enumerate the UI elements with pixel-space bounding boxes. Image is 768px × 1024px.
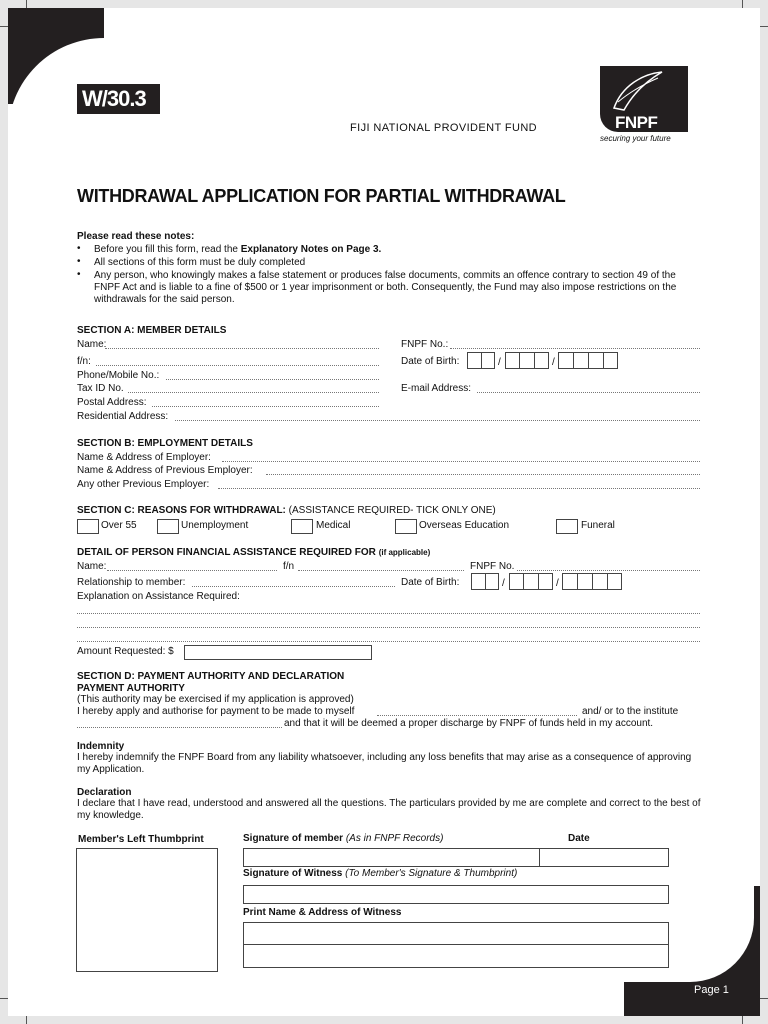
payee-field[interactable]	[377, 715, 577, 716]
dob-month-input[interactable]	[505, 352, 549, 369]
name-field[interactable]	[105, 348, 379, 349]
divider	[523, 573, 524, 590]
date-label: Date	[568, 833, 590, 844]
divider	[592, 573, 593, 590]
note-item: Any person, who knowingly makes a false statement or produces false documents, commits an offence contrary to section 49 of the FNPF Act and is liable to a fine of $500 or 1 year imprisonment or both. Consequently, the Fund may also impose restrictions on the withdrawals for the said person.	[94, 270, 677, 305]
label: Name & Address of Previous Employer:	[77, 465, 253, 476]
witness-name-label: Print Name & Address of Witness	[243, 907, 402, 918]
logo-text: FNPF	[615, 113, 658, 132]
note-item: All sections of this form must be duly completed	[94, 257, 306, 268]
checkbox-over-55[interactable]	[77, 519, 99, 534]
bullet: •	[77, 269, 81, 280]
indemnity-text: I hereby indemnify the FNPF Board from any liability whatsoever, including any loss benefits that may arise as a consequence of approving my Application.	[77, 752, 692, 775]
label: Postal Address:	[77, 397, 147, 408]
explanation-line[interactable]	[77, 627, 700, 628]
witness-address-box[interactable]	[243, 944, 669, 968]
form-title: WITHDRAWAL APPLICATION FOR PARTIAL WITHDRAWAL	[77, 186, 566, 206]
member-signature-box[interactable]	[243, 848, 540, 867]
relationship-field[interactable]	[192, 586, 395, 587]
slash: /	[552, 357, 555, 368]
label: Explanation on Assistance Required:	[77, 591, 240, 602]
label: E-mail Address:	[401, 383, 472, 394]
divider	[534, 352, 535, 369]
label: Date of Birth:	[401, 577, 460, 588]
slash: /	[502, 578, 505, 589]
option-label: Overseas Education	[419, 520, 510, 531]
authority-text: and/ or to the institute	[582, 706, 679, 717]
signature-member-label: Signature of member (As in FNPF Records)	[243, 833, 444, 844]
label: f/n:	[77, 356, 91, 367]
label: Name:	[77, 339, 107, 350]
label: Tax ID No.	[77, 383, 124, 394]
divider	[481, 352, 482, 369]
checkbox-overseas-education[interactable]	[395, 519, 417, 534]
authority-text: and that it will be deemed a proper discharge by FNPF of funds held in my account.	[284, 718, 654, 729]
option-label: Unemployment	[181, 520, 249, 531]
authority-text: I hereby apply and authorise for payment to be made to myself	[77, 706, 355, 717]
declaration-heading: Declaration	[77, 787, 132, 798]
explanation-line[interactable]	[77, 613, 700, 614]
authority-note: (This authority may be exercised if my application is approved)	[77, 694, 354, 705]
label: Date of Birth:	[401, 356, 460, 367]
phone-field[interactable]	[166, 379, 379, 380]
label: Amount Requested: $	[77, 646, 174, 657]
residential-address-field[interactable]	[175, 420, 700, 421]
logo-tagline: securing your future	[600, 134, 671, 143]
divider	[573, 352, 574, 369]
institute-field[interactable]	[77, 727, 282, 728]
label: Name & Address of Employer:	[77, 452, 211, 463]
divider	[519, 352, 520, 369]
slash: /	[556, 578, 559, 589]
divider	[607, 573, 608, 590]
explanation-line[interactable]	[77, 641, 700, 642]
witness-name-box[interactable]	[243, 922, 669, 945]
label: Any other Previous Employer:	[77, 479, 210, 490]
fn-field[interactable]	[96, 365, 379, 366]
amount-input[interactable]	[184, 645, 372, 660]
divider	[603, 352, 604, 369]
page-number: Page 1	[694, 984, 729, 996]
section-b-heading: SECTION B: EMPLOYMENT DETAILS	[77, 438, 253, 449]
label: FNPF No.	[470, 561, 515, 572]
fnpf-no-field[interactable]	[450, 348, 700, 349]
employer-field[interactable]	[222, 461, 700, 462]
section-c-heading: SECTION C: REASONS FOR WITHDRAWAL: (ASSISTANCE REQUIRED- TICK ONLY ONE)	[77, 505, 496, 516]
label: f/n	[283, 561, 295, 572]
bullet: •	[77, 243, 81, 254]
label: FNPF No.:	[401, 339, 449, 350]
person-fn-field[interactable]	[298, 570, 464, 571]
label: Phone/Mobile No.:	[77, 370, 160, 381]
label: Relationship to member:	[77, 577, 186, 588]
divider	[485, 573, 486, 590]
fund-name: FIJI NATIONAL PROVIDENT FUND	[350, 122, 538, 134]
other-employer-field[interactable]	[218, 488, 700, 489]
person-name-field[interactable]	[107, 570, 277, 571]
form-code-badge: W/30.3	[77, 84, 160, 114]
divider	[577, 573, 578, 590]
divider	[588, 352, 589, 369]
section-d-heading: SECTION D: PAYMENT AUTHORITY AND DECLARATION	[77, 671, 345, 682]
payment-authority-heading: PAYMENT AUTHORITY	[77, 683, 185, 694]
notes-heading: Please read these notes:	[77, 231, 195, 242]
previous-employer-field[interactable]	[266, 474, 700, 475]
declaration-text: I declare that I have read, understood and answered all the questions. The particulars provided by me are complete and correct to the best of my knowledge.	[77, 798, 701, 821]
option-label: Medical	[316, 520, 351, 531]
checkbox-funeral[interactable]	[556, 519, 578, 534]
option-label: Funeral	[581, 520, 615, 531]
signature-witness-label: Signature of Witness (To Member's Signature & Thumbprint)	[243, 868, 518, 879]
slash: /	[498, 357, 501, 368]
tax-id-field[interactable]	[128, 392, 379, 393]
email-field[interactable]	[477, 392, 700, 393]
postal-address-field[interactable]	[152, 406, 379, 407]
divider	[538, 573, 539, 590]
thumbprint-box[interactable]	[76, 848, 218, 972]
label: Name:	[77, 561, 107, 572]
label: Residential Address:	[77, 411, 169, 422]
section-a-heading: SECTION A: MEMBER DETAILS	[77, 325, 227, 336]
option-label: Over 55	[101, 520, 137, 531]
indemnity-heading: Indemnity	[77, 741, 125, 752]
checkbox-medical[interactable]	[291, 519, 313, 534]
date-box[interactable]	[539, 848, 669, 867]
person-fnpf-no-field[interactable]	[517, 570, 700, 571]
person-dob-month-input[interactable]	[509, 573, 553, 590]
note-item: Before you fill this form, read the Explanatory Notes on Page 3.	[94, 244, 382, 255]
bullet: •	[77, 256, 81, 267]
thumbprint-label: Member's Left Thumbprint	[78, 834, 204, 845]
detail-heading: DETAIL OF PERSON FINANCIAL ASSISTANCE REQUIRED FOR (if applicable)	[77, 547, 431, 558]
witness-signature-box[interactable]	[243, 885, 669, 904]
checkbox-unemployment[interactable]	[157, 519, 179, 534]
